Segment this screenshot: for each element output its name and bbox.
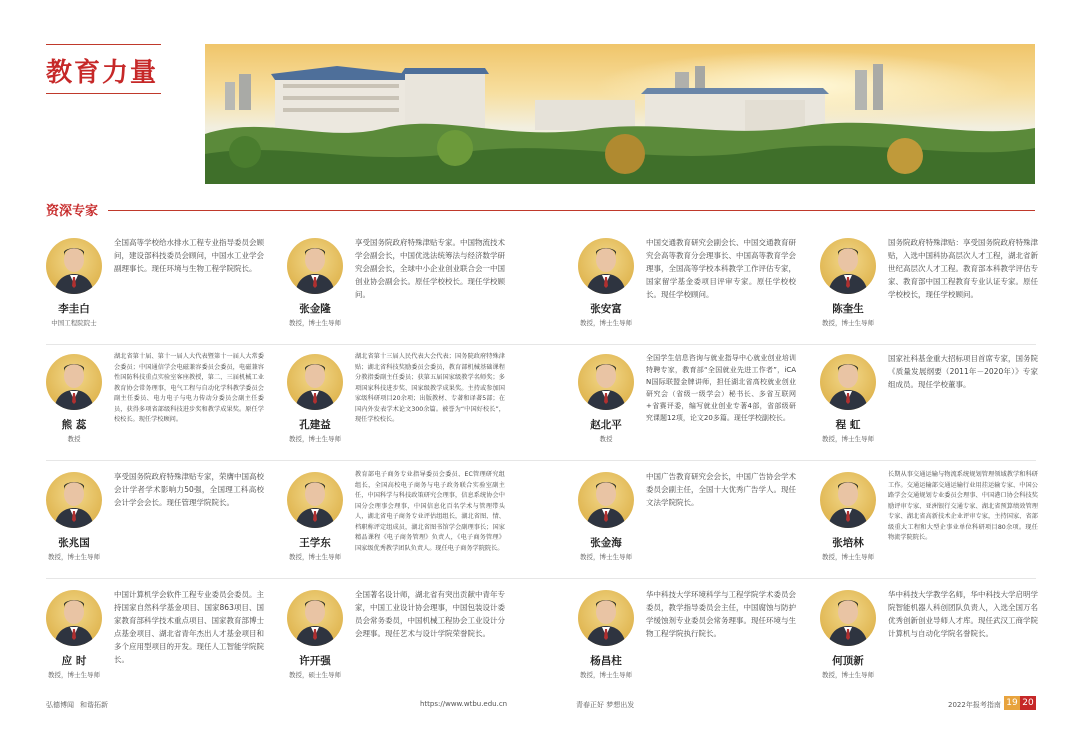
expert-bio: 享受国务院政府特殊津贴专家。中国物流技术学会副会长，中国优选法统筹法与经济数学研究会副会长，全球中小企业创业联合会一中国创业协会副会长。原任学校校长。现任学校顾问。 (355, 238, 505, 299)
expert-name: 张金海 (590, 537, 622, 549)
expert-bio: 国家社科基金重大招标项目首席专家，国务院《质量发展纲要（2011年－2020年）》专家组成员。现任学校董事。 (888, 354, 1038, 389)
expert-bio: 享受国务院政府特殊津贴专家，荣膺中国高校会计学者学术影响力50强，全国理工科高校会计学会会长。现任管理学院院长。 (114, 472, 264, 507)
page-title-block (46, 44, 161, 94)
expert-profile (820, 588, 1080, 703)
section-rule (108, 210, 1035, 211)
expert-title: 教授，博士生导师 (822, 671, 874, 679)
expert-portrait (820, 354, 876, 410)
expert-title: 教授，博士生导师 (289, 435, 341, 443)
expert-profile (820, 470, 1080, 585)
expert-name: 赵北平 (590, 419, 622, 431)
expert-portrait (287, 238, 343, 294)
expert-title: 教授，博士生导师 (48, 671, 100, 679)
expert-portrait (287, 472, 343, 528)
footer-slogan: 青春正好 梦想出发 (576, 701, 635, 709)
expert-title: 教授，博士生导师 (822, 435, 874, 443)
expert-title: 教授，硕士生导师 (289, 671, 341, 679)
expert-bio: 国务院政府特殊津贴：享受国务院政府特殊津贴，入选中国科协高层次人才工程，湖北省新世纪高层次人才工程。教育部本科教学评估专家、教育部中国工程教育专业认证专家。原任学校校长，现任学校顾问。 (888, 238, 1038, 299)
expert-name: 张金隆 (299, 303, 331, 315)
footer-motto-2: 和谐拓新 (80, 701, 108, 709)
expert-name: 张培林 (832, 537, 864, 549)
expert-bio: 中国交通教育研究会副会长、中国交通教育研究会高等教育分会理事长、中国高等教育学会理事，全国高等学校本科教学工作评估专家，国家留学基金委项目评审专家。原任学校校长。现任学校顾问。 (646, 238, 796, 299)
expert-title: 教授 (599, 435, 613, 443)
expert-portrait (46, 590, 102, 646)
expert-name: 孔建益 (299, 419, 331, 431)
title-rule-top (46, 44, 161, 45)
expert-bio: 教育部电子商务专业指导委员会委员、EC管理研究组组长，全国高校电子商务与电子政务联合实验室副主任，中国科学与科技政策研究会理事，信息系统协会中国分会理事会理事，中国信息化百名学术与管理带头人，湖北省电子商务专业评估组组长，湖北省图、情、档职称评定组成员，湖北省图书馆学会副理事长；国家精品课程《电子商务管理》负责人，《电子商务管理》国家级优秀教学团队负责人。现任电子商务学院院长。 (355, 471, 505, 552)
expert-name: 陈奎生 (832, 303, 864, 315)
expert-portrait (46, 238, 102, 294)
expert-title: 教授，博士生导师 (822, 553, 874, 561)
page-numbers (1004, 696, 1036, 710)
expert-title: 教授，博士生导师 (580, 553, 632, 561)
expert-portrait (820, 590, 876, 646)
expert-title: 教授，博士生导师 (48, 553, 100, 561)
expert-bio: 长期从事交通运输与物流系统规划管理领域教学和科研工作。交通运输部交通运输行业用挂运输专家、中国公路学会交通规划专业委员会理事、中国港口协会科技奖励评审专家、亚洲银行交通专家、湖北省预算绩效管理专家、湖北省高新技术企业评审专家，主持国家、省部级重大工程和大型企事业单位科研项目80余项。现任物流学院院长。 (888, 471, 1038, 541)
expert-portrait (578, 472, 634, 528)
title-rule-bottom (46, 93, 161, 94)
expert-profile (820, 352, 1080, 467)
expert-name: 熊 蕊 (61, 419, 87, 431)
expert-name: 张兆国 (58, 537, 90, 549)
campus-banner-image (205, 44, 1035, 184)
page-number-right: 20 (1020, 696, 1036, 710)
expert-title: 中国工程院院士 (51, 319, 97, 327)
expert-bio: 全国高等学校给水排水工程专业指导委员会顾问，建设部科技委员会顾问，中国水工业学会副理事长。现任环境与生物工程学院院长。 (114, 238, 264, 273)
expert-name: 王学东 (299, 537, 331, 549)
expert-portrait (820, 472, 876, 528)
expert-portrait (287, 354, 343, 410)
footer-url-link[interactable]: https://www.wtbu.edu.cn (420, 700, 508, 708)
expert-name: 程 虹 (835, 419, 861, 431)
expert-name: 许开强 (299, 655, 331, 667)
expert-portrait (578, 238, 634, 294)
expert-portrait (46, 354, 102, 410)
expert-bio: 湖北省第十届、第十一届人大代表暨第十一届人大常委会委员；中国通信学会电磁兼容委员会委员，电磁兼容性国防科技重点实验室客座教授，第二、三届机械工业教育协会常务理事，电气工程与自动化学科教学委员会副主任委员、电力电子与电力传动分委员会副主任委员，获得多项省部级科技进步奖和教学成果奖。原任学校校长。现任学校顾问。 (114, 353, 264, 423)
expert-title: 教授，博士生导师 (289, 553, 341, 561)
footer-guide-title: 2022年报考指南 (948, 701, 1001, 709)
expert-title: 教授，博士生导师 (822, 319, 874, 327)
expert-name: 张安富 (590, 303, 622, 315)
expert-title: 教授，博士生导师 (580, 671, 632, 679)
expert-portrait (287, 590, 343, 646)
expert-bio: 全国学生信息咨询与就业指导中心就业创业培训特聘专家，教育部“全国就业先进工作者”，iCAN国际联盟金牌讲师，担任湖北省高校就业创业研究会（省级一级学会）秘书长、多省互联网+省赛评委，编写就业创业专著4部，省部级研究课题12项，论文20多篇。现任学校副校长。 (646, 354, 796, 422)
expert-bio: 华中科技大学环境科学与工程学院学术委员会委员，教学指导委员会主任，中国腐蚀与防护学缓蚀剂专业委员会常务理事。现任环境与生物工程学院执行院长。 (646, 590, 796, 638)
expert-bio: 全国著名设计师，湖北省有突出贡献中青年专家，中国工业设计协会理事，中国包装设计委员会常务委员，中国机械工程协会工业设计分会理事。现任艺术与设计学院荣誉院长。 (355, 590, 505, 638)
expert-portrait (578, 354, 634, 410)
expert-title: 教授，博士生导师 (580, 319, 632, 327)
expert-portrait (820, 238, 876, 294)
page-number-left: 19 (1004, 696, 1020, 710)
expert-title: 教授，博士生导师 (289, 319, 341, 327)
expert-name: 何顶新 (832, 655, 864, 667)
expert-title: 教授 (67, 435, 81, 443)
section-heading: 资深专家 (46, 204, 99, 219)
expert-bio: 中国广告教育研究会会长，中国广告协会学术委员会副主任，全国十大优秀广告学人。现任文法学院院长。 (646, 472, 796, 507)
expert-profile (820, 236, 1080, 351)
expert-bio: 华中科技大学教学名师，华中科技大学启明学院智能机器人科创团队负责人，入选全国万名优秀创新创业导师人才库。现任武汉工商学院计算机与自动化学院名誉院长。 (888, 590, 1038, 638)
page-title: 教育力量 (46, 58, 159, 88)
footer-motto-1: 弘德博闻 (46, 701, 74, 709)
expert-portrait (46, 472, 102, 528)
expert-name: 杨昌柱 (590, 655, 622, 667)
expert-name: 李圭白 (58, 303, 90, 315)
expert-name: 应 时 (61, 655, 87, 667)
expert-bio: 中国计算机学会软件工程专业委员会委员。主持国家自然科学基金项目、国家863项目、国家教育部科学技术重点项目、国家教育部博士点基金项目、湖北省青年杰出人才基金项目和多个应用型项目的开发。现任人工智能学院院长。 (114, 590, 264, 664)
expert-portrait (578, 590, 634, 646)
expert-bio: 湖北省第十三届人民代表大会代表；国务院政府特殊津贴；湖北省科技奖励委员会委员，教育部机械基础课程分教指委副主任委员；获第五届国家级教学名师奖；多项国家科技进步奖、国家级教学成果奖。主持或参加国家级科研项目20余项；出版教材、专著和译著5部；在国内外发表学术论文300余篇。被誉为“中国好校长”，现任学校校长。 (355, 353, 505, 423)
